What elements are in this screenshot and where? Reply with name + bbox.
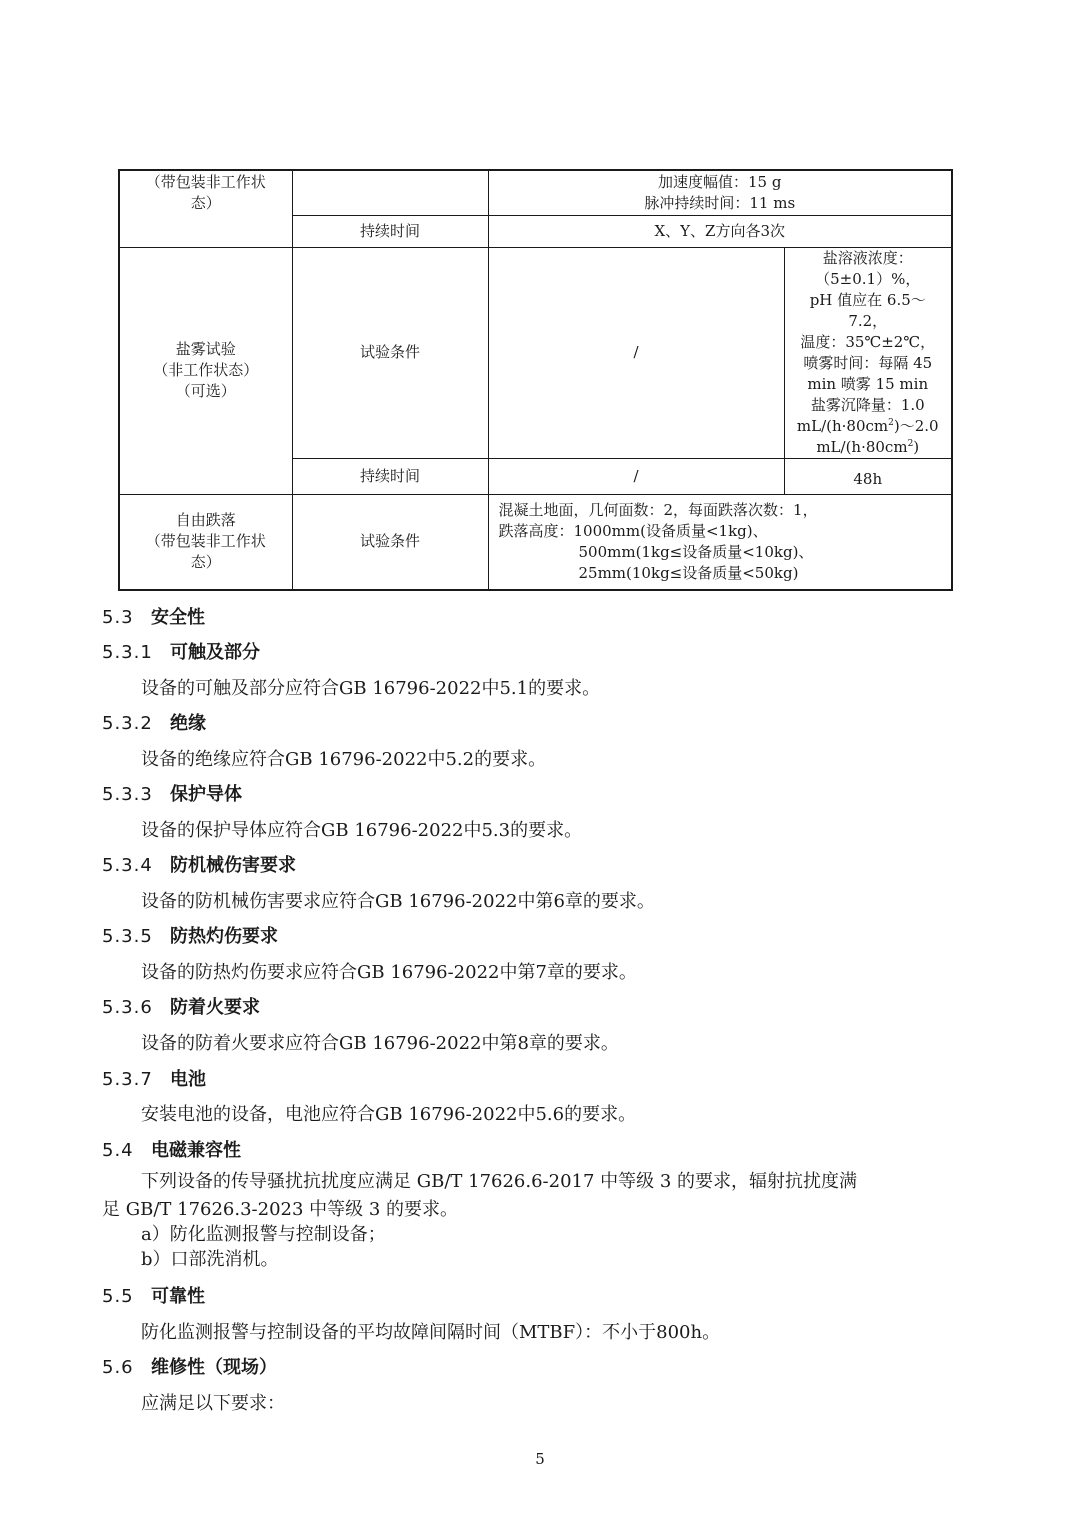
section-body: 设备的保护导体应符合GB 16796-2022中5.3的要求。 [141, 820, 583, 841]
section-body: 防化监测报警与控制设备的平均故障间隔时间（MTBF）：不小于800h。 [141, 1322, 721, 1343]
section-body: 设备的防机械伤害要求应符合GB 16796-2022中第6章的要求。 [141, 891, 655, 912]
table-cell-value: 混凝土地面，几何面数：2，每面跌落次数：1， 跌落高度：1000mm(设备质量<1kg)、 500mm(1kg≤设备质量<10kg)、 25mm(10kg≤设备质量<50kg) [488, 494, 952, 590]
section-body: 设备的防热灼伤要求应符合GB 16796-2022中第7章的要求。 [141, 962, 637, 983]
table-cell-item: 盐雾试验 （非工作状态） （可选） [119, 247, 292, 494]
table-cell-value: 盐溶液浓度： （5±0.1）%， pH 值应在 6.5～ 7.2， 温度：35℃±2℃， 喷雾时间：每隔 45 min 喷雾 15 min 盐雾沉降量：1.0 $mL/(h\cdot 80cm^2)\sim 2.0$ $mL/(h\cdot 80cm^2)$ [784, 247, 952, 458]
table-cell-label: 试验条件 [292, 494, 488, 590]
section-heading: 5.3.6 防着火要求 [102, 997, 260, 1018]
table-cell-value: 48h [784, 458, 952, 494]
section-heading: 5.3.4 防机械伤害要求 [102, 855, 296, 876]
table-cell-value: / [488, 247, 784, 458]
section-heading: 5.6 维修性（现场） [102, 1357, 277, 1378]
table-cell-empty [292, 170, 488, 215]
section-heading: 5.3.1 可触及部分 [102, 642, 260, 663]
section-heading: 5.3 安全性 [102, 607, 205, 628]
table-cell-value: 加速度幅值：15 g 脉冲持续时间：11 ms [488, 170, 952, 215]
table-cell-item: 自由跌落 （带包装非工作状 态） [119, 494, 292, 590]
list-item: b）口部洗消机。 [141, 1249, 279, 1270]
section-body: 下列设备的传导骚扰抗扰度应满足 GB/T 17626.6-2017 中等级 3 的要求，辐射抗扰度满 [141, 1171, 858, 1192]
section-body: 足 GB/T 17626.3-2023 中等级 3 的要求。 [102, 1199, 459, 1220]
table-cell-label: 试验条件 [292, 247, 488, 458]
table-cell-label: 持续时间 [292, 458, 488, 494]
section-heading: 5.3.5 防热灼伤要求 [102, 926, 278, 947]
section-body: 安装电池的设备，电池应符合GB 16796-2022中5.6的要求。 [141, 1104, 637, 1125]
section-body: 应满足以下要求： [141, 1393, 285, 1414]
section-heading: 5.3.3 保护导体 [102, 784, 242, 805]
list-item: a）防化监测报警与控制设备； [141, 1224, 386, 1245]
table-row [119, 494, 952, 590]
section-heading: 5.4 电磁兼容性 [102, 1140, 241, 1161]
table-cell-label: 持续时间 [292, 215, 488, 247]
table-cell-item: （带包装非工作状 态） [119, 170, 292, 247]
section-body: 设备的可触及部分应符合GB 16796-2022中5.1的要求。 [141, 678, 601, 699]
table-row [119, 170, 952, 215]
section-body: 设备的防着火要求应符合GB 16796-2022中第8章的要求。 [141, 1033, 619, 1054]
section-heading: 5.5 可靠性 [102, 1286, 205, 1307]
test-conditions-table [118, 169, 953, 591]
section-heading: 5.3.7 电池 [102, 1069, 206, 1090]
table-cell-value: / [488, 458, 784, 494]
section-heading: 5.3.2 绝缘 [102, 713, 206, 734]
table-cell-value: X、Y、Z方向各3次 [488, 215, 952, 247]
table-row [119, 247, 952, 458]
section-body: 设备的绝缘应符合GB 16796-2022中5.2的要求。 [141, 749, 547, 770]
page-number: 5 [535, 1450, 545, 1468]
